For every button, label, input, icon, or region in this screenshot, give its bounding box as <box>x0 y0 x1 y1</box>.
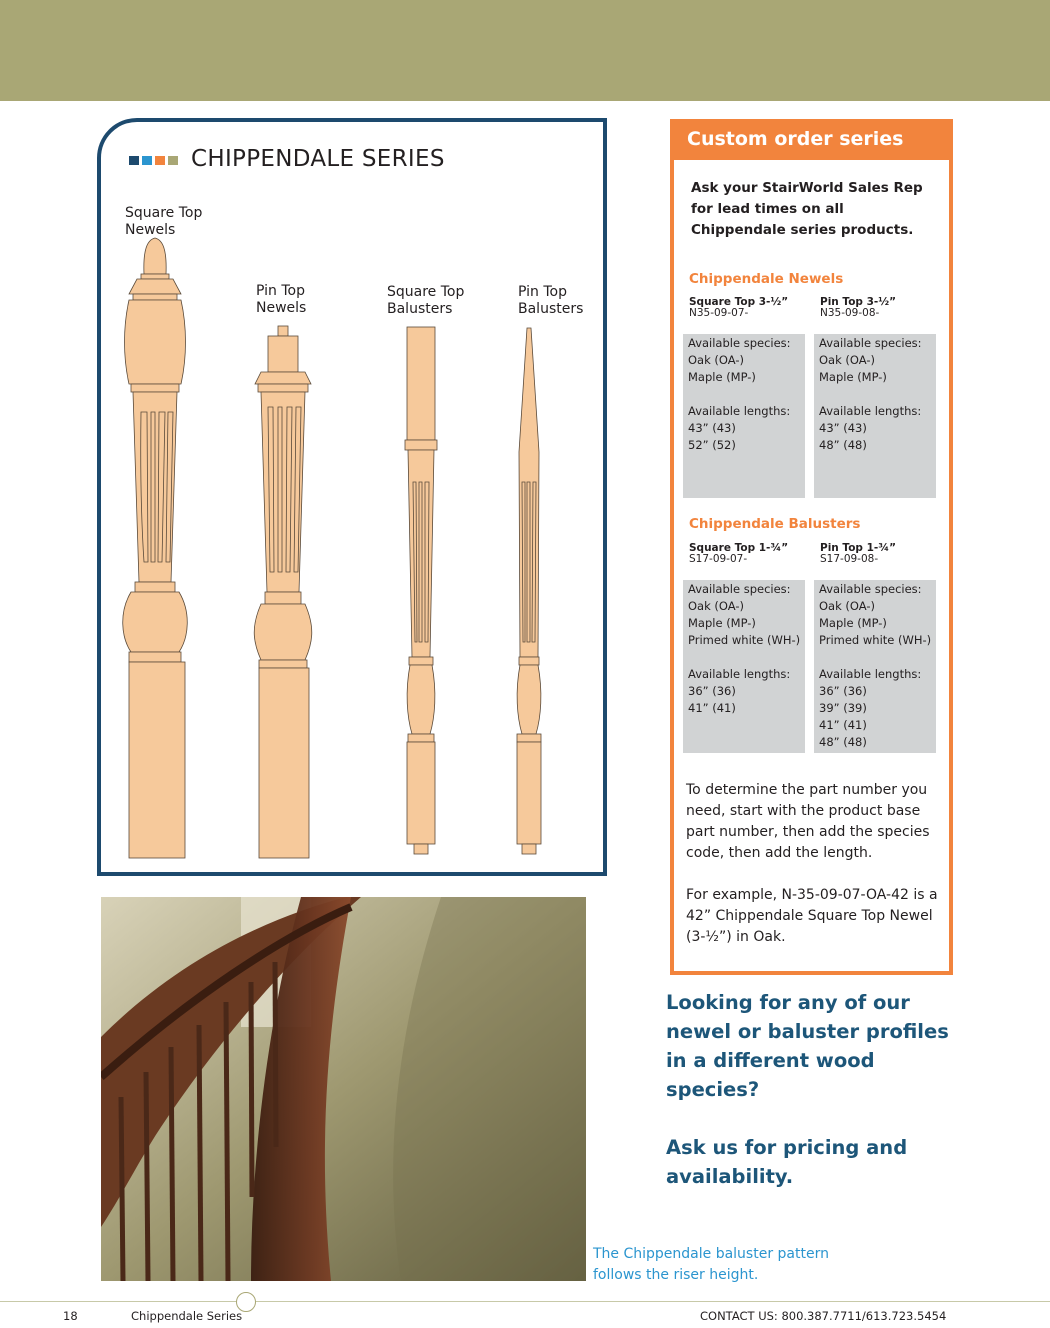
spec-line: Primed white (WH-) <box>819 633 932 647</box>
balusters-heading: Chippendale Balusters <box>689 516 861 532</box>
spec-line: Oak (OA-) <box>819 599 876 613</box>
spec-line: Available species: <box>819 336 922 350</box>
top-banner <box>0 0 1050 101</box>
spec-line: 41” (41) <box>688 701 736 715</box>
newel-col2-specs <box>814 334 936 498</box>
promo-text <box>666 988 966 1191</box>
spec-line: Oak (OA-) <box>688 353 745 367</box>
spec-line: 48” (48) <box>819 438 867 452</box>
pin-top-baluster-drawing <box>517 328 541 854</box>
footer-rule <box>0 1301 1050 1302</box>
promo-question: Looking for any of our newel or baluster profiles in a different wood species? <box>666 991 949 1101</box>
promo-call-to-action: Ask us for pricing and availability. <box>666 1136 908 1188</box>
spec-line: Maple (MP-) <box>688 616 756 630</box>
spec-line: Oak (OA-) <box>688 599 745 613</box>
pin-top-newel-drawing <box>254 326 312 858</box>
newels-heading: Chippendale Newels <box>689 271 844 287</box>
baluster-col2-specs <box>814 580 936 753</box>
baluster-col1-specs <box>683 580 805 753</box>
footer-contact: CONTACT US: 800.387.7711/613.723.5454 <box>700 1309 947 1323</box>
page-number: 18 <box>63 1309 78 1323</box>
newel-col1-specs <box>683 334 805 498</box>
label-pin-top-newels: Pin Top Newels <box>256 283 307 316</box>
newel-col1-title: Square Top 3-½” <box>689 296 789 308</box>
spec-line: 36” (36) <box>819 684 867 698</box>
label-square-top-balusters: Square Top Balusters <box>387 284 465 317</box>
newel-col1-code: N35-09-07- <box>689 307 749 319</box>
baluster-col1-title: Square Top 1-¾” <box>689 542 789 554</box>
baluster-col1-code: S17-09-07- <box>689 553 748 565</box>
spec-line: Oak (OA-) <box>819 353 876 367</box>
series-title: CHIPPENDALE SERIES <box>191 146 445 172</box>
baluster-col2-header <box>820 543 896 565</box>
spec-line: 41” (41) <box>819 718 867 732</box>
part-number-instructions: To determine the part number you need, start with the product base part number, then add the species code, then add the length. <box>686 782 930 861</box>
part-number-example: For example, N-35-09-07-OA-42 is a 42” Chippendale Square Top Newel (3-½”) in Oak. <box>686 887 938 945</box>
label-pin-top-balusters: Pin Top Balusters <box>518 284 584 317</box>
newel-col2-header <box>820 297 896 319</box>
newel-col1-header <box>689 297 788 319</box>
baluster-col2-code: S17-09-08- <box>820 553 879 565</box>
sales-rep-note: Ask your StairWorld Sales Rep for lead times on all Chippendale series products. <box>691 180 923 238</box>
footer-section-name: Chippendale Series <box>131 1309 243 1323</box>
spec-line: 36” (36) <box>688 684 736 698</box>
spec-line: Available lengths: <box>688 667 791 681</box>
caption-text: The Chippendale baluster pattern follows the riser height. <box>593 1246 829 1283</box>
spec-line: 52” (52) <box>688 438 736 452</box>
spec-line: Available species: <box>819 582 922 596</box>
newel-col2-title: Pin Top 3-½” <box>820 296 897 308</box>
spec-line: 43” (43) <box>819 421 867 435</box>
spec-line: 39” (39) <box>819 701 867 715</box>
spec-line: Available lengths: <box>819 667 922 681</box>
staircase-photo <box>101 897 586 1281</box>
newel-col2-code: N35-09-08- <box>820 307 880 319</box>
spec-line: Maple (MP-) <box>688 370 756 384</box>
label-square-top-newels: Square Top Newels <box>125 205 203 238</box>
spec-line: Maple (MP-) <box>819 370 887 384</box>
baluster-col2-title: Pin Top 1-¾” <box>820 542 897 554</box>
square-top-newel-drawing <box>123 238 188 858</box>
photo-caption <box>593 1244 843 1286</box>
spec-line: Primed white (WH-) <box>688 633 801 647</box>
baluster-col1-header <box>689 543 788 565</box>
spec-line: Available lengths: <box>688 404 791 418</box>
custom-order-header <box>674 123 949 160</box>
square-top-baluster-drawing <box>405 327 437 854</box>
spec-line: Available species: <box>688 582 791 596</box>
spec-line: 43” (43) <box>688 421 736 435</box>
spec-line: Available lengths: <box>819 404 922 418</box>
product-profiles-illustration <box>101 122 603 872</box>
custom-order-heading: Custom order series <box>687 128 904 150</box>
spec-line: 48” (48) <box>819 735 867 749</box>
spec-line: Available species: <box>688 336 791 350</box>
spec-line: Maple (MP-) <box>819 616 887 630</box>
custom-order-box <box>670 119 953 975</box>
chippendale-series-panel <box>97 118 607 876</box>
